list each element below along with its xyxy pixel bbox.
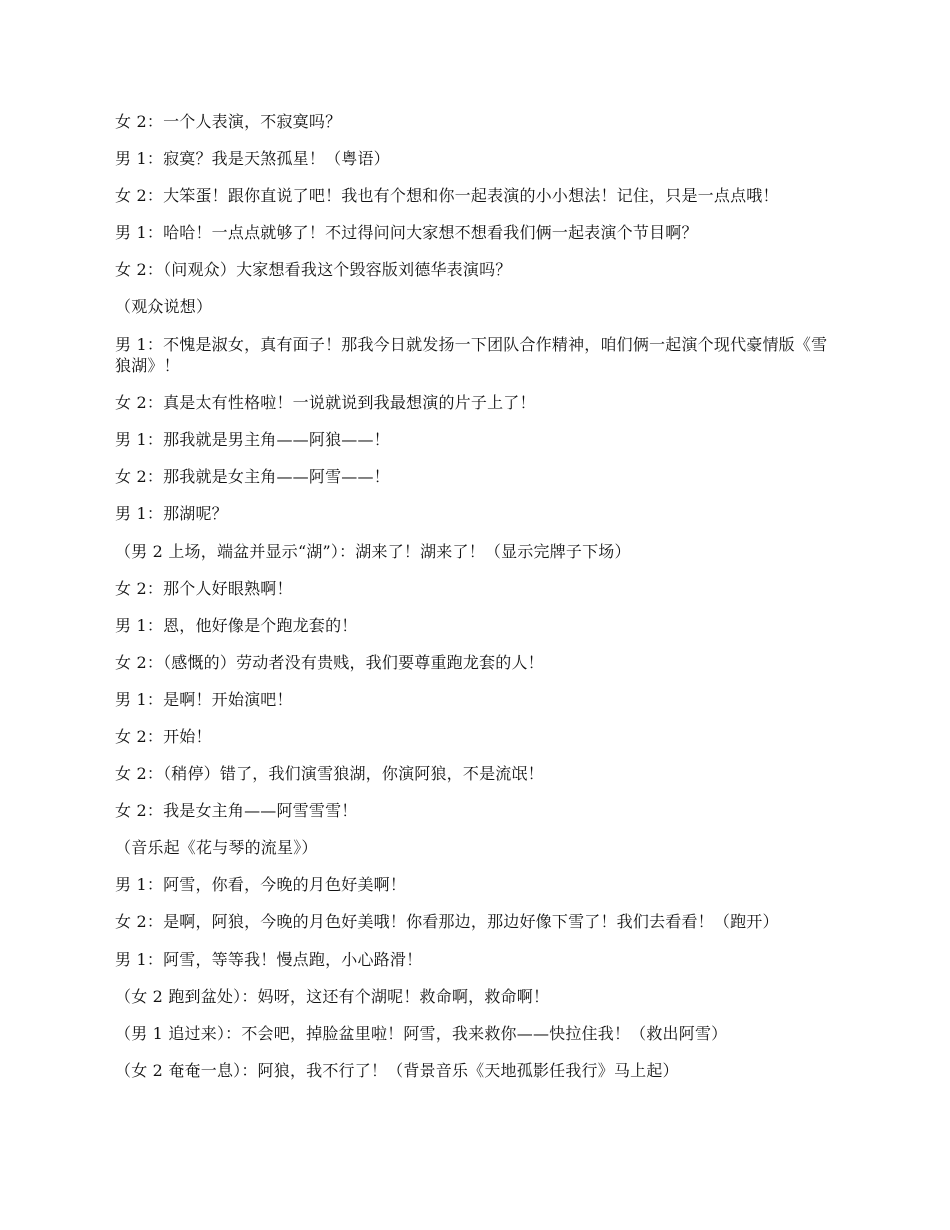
stage-direction: （男 1 追过来）：不会吧，掉脸盆里啦！阿雪，我来救你——快拉住我！（救出阿雪）	[115, 1023, 728, 1043]
script-body	[115, 111, 840, 1097]
script-line: 女 2：是啊，阿狼，今晚的月色好美哦！你看那边，那边好像下雪了！我们去看看！（跑开）	[115, 912, 779, 932]
script-line: 女 2：一个人表演，不寂寞吗？	[115, 112, 342, 131]
script-line: 男 1：哈哈！一点点就够了！不过得问问大家想不想看我们俩一起表演个节目啊？	[115, 223, 698, 243]
script-line: 女 2：（稍停）错了，我们演雪狼湖，你演阿狼，不是流氓！	[115, 764, 544, 784]
stage-direction: （音乐起《花与琴的流星》）	[115, 838, 318, 858]
script-line: 女 2：大笨蛋！跟你直说了吧！我也有个想和你一起表演的小小想法！记住，只是一点点哦！	[115, 186, 779, 206]
script-line: 女 2：开始！	[115, 727, 212, 746]
script-line: 男 1：那湖呢？	[115, 504, 228, 524]
stage-direction: （女 2 跑到盆处）：妈呀，这还有个湖呢！救命啊，救命啊！	[115, 986, 550, 1006]
script-line: 女 2：（问观众）大家想看我这个毁容版刘德华表演吗？	[115, 260, 512, 280]
script-line: 女 2：（感慨的）劳动者没有贵贱，我们要尊重跑龙套的人！	[115, 652, 544, 672]
script-line: 男 1：恩，他好像是个跑龙套的！	[115, 615, 358, 635]
script-line: 男 1：阿雪，等等我！慢点跑，小心路滑！	[115, 949, 423, 969]
stage-direction: （男 2 上场，端盆并显示“湖”）：湖来了！湖来了！（显示完牌子下场）	[115, 541, 631, 561]
script-line: 男 1：不愧是淑女，真有面子！那我今日就发扬一下团队合作精神，咱们俩一起演个现代豪情版《雪狼湖》！	[115, 334, 828, 376]
script-line: 男 1：是啊！开始演吧！	[115, 689, 293, 709]
script-line: 女 2：我是女主角——阿雪雪雪！	[115, 801, 358, 821]
script-line: 女 2：那我就是女主角——阿雪——！	[115, 467, 390, 487]
script-line: 女 2：真是太有性格啦！一说就说到我最想演的片子上了！	[115, 393, 536, 413]
script-line: 男 1：阿雪，你看，今晚的月色好美啊！	[115, 875, 407, 895]
stage-direction: （观众说想）	[115, 297, 213, 317]
script-line: 男 1：那我就是男主角——阿狼——！	[115, 430, 390, 450]
stage-direction: （女 2 奄奄一息）：阿狼，我不行了！（背景音乐《天地孤影任我行》马上起）	[115, 1060, 679, 1080]
script-line: 女 2：那个人好眼熟啊！	[115, 578, 293, 598]
script-line: 男 1：寂寞？我是天煞孤星！（粤语）	[115, 149, 390, 169]
